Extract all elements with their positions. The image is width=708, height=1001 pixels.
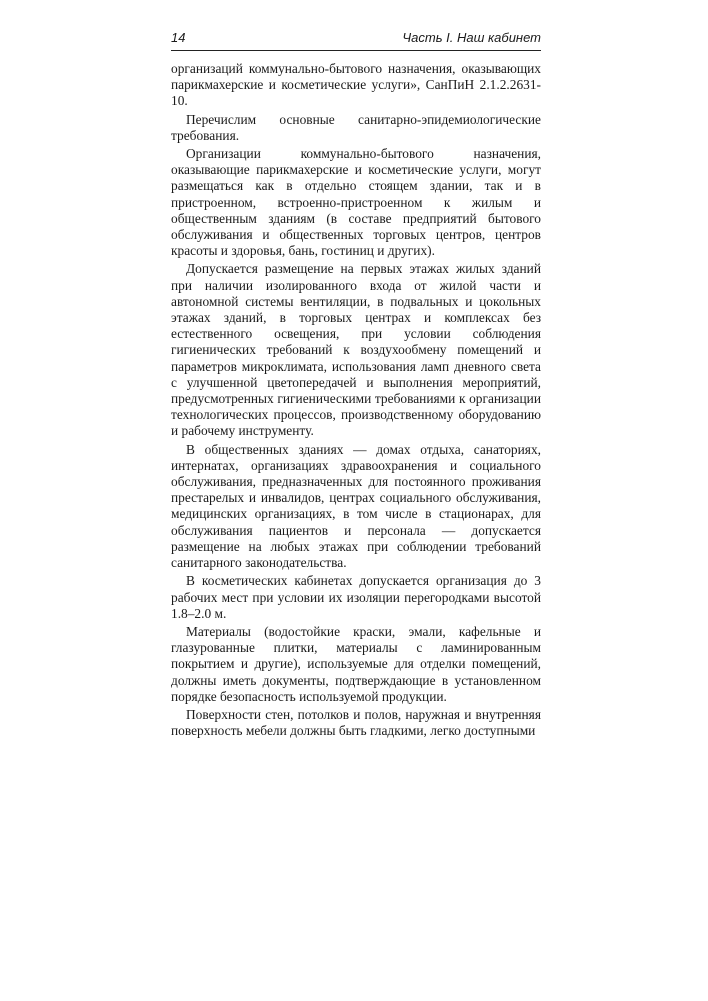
section-title: Часть I. Наш кабинет — [402, 30, 541, 45]
paragraph: Перечислим основные санитарно-эпидемиологические требования. — [171, 111, 541, 143]
paragraph: Материалы (водостойкие краски, эмали, кафельные и глазурованные плитки, материалы с ламинированным покрытием и другие), используемые для отделки помещений, должны иметь документы, подтверждающие в установленном порядке безопасность используемой продукции. — [171, 623, 541, 704]
book-page — [171, 28, 541, 739]
running-header — [171, 28, 541, 51]
body-text — [171, 61, 541, 739]
paragraph: организаций коммунально-бытового назначения, оказывающих парикмахерские и косметические услуги», СанПиН 2.1.2.2631-10. — [171, 61, 541, 109]
paragraph: Организации коммунально-бытового назначения, оказывающие парикмахерские и косметические услуги, могут размещаться как в отдельно стоящем здании, так и в пристроенном, встроенно-пристроенном к жилым и общественным зданиям (в составе предприятий бытового обслуживания и общественных торговых центров, центров красоты и здоровья, бань, гостиниц и других). — [171, 146, 541, 259]
paragraph: В косметических кабинетах допускается организация до 3 рабочих мест при условии их изоляции перегородками высотой 1.8–2.0 м. — [171, 573, 541, 621]
paragraph: Допускается размещение на первых этажах жилых зданий при наличии изолированного входа от жилой части и автономной системы вентиляции, в подвальных и цокольных этажах зданий, в торговых центрах и комплексах без естественного освещения, при условии соблюдения гигиенических требований к воздухообмену помещений и параметров микроклимата, использования ламп дневного света с улучшенной цветопередачей и выполнения мероприятий, предусмотренных гигиеническими требованиями к организации технологических процессов, производственному оборудованию и рабочему инструменту. — [171, 261, 541, 439]
paragraph: Поверхности стен, потолков и полов, наружная и внутренняя поверхность мебели должны быть гладкими, легко доступными — [171, 706, 541, 739]
page-number: 14 — [171, 30, 186, 45]
paragraph: В общественных зданиях — домах отдыха, санаториях, интернатах, организациях здравоохранения и социального обслуживания, предназначенных для постоянного проживания престарелых и инвалидов, центрах социального обслуживания, медицинских организациях, в том числе в стационарах, для обслуживания пациентов и персонала — допускается размещение на любых этажах при соблюдении требований санитарного законодательства. — [171, 441, 541, 571]
